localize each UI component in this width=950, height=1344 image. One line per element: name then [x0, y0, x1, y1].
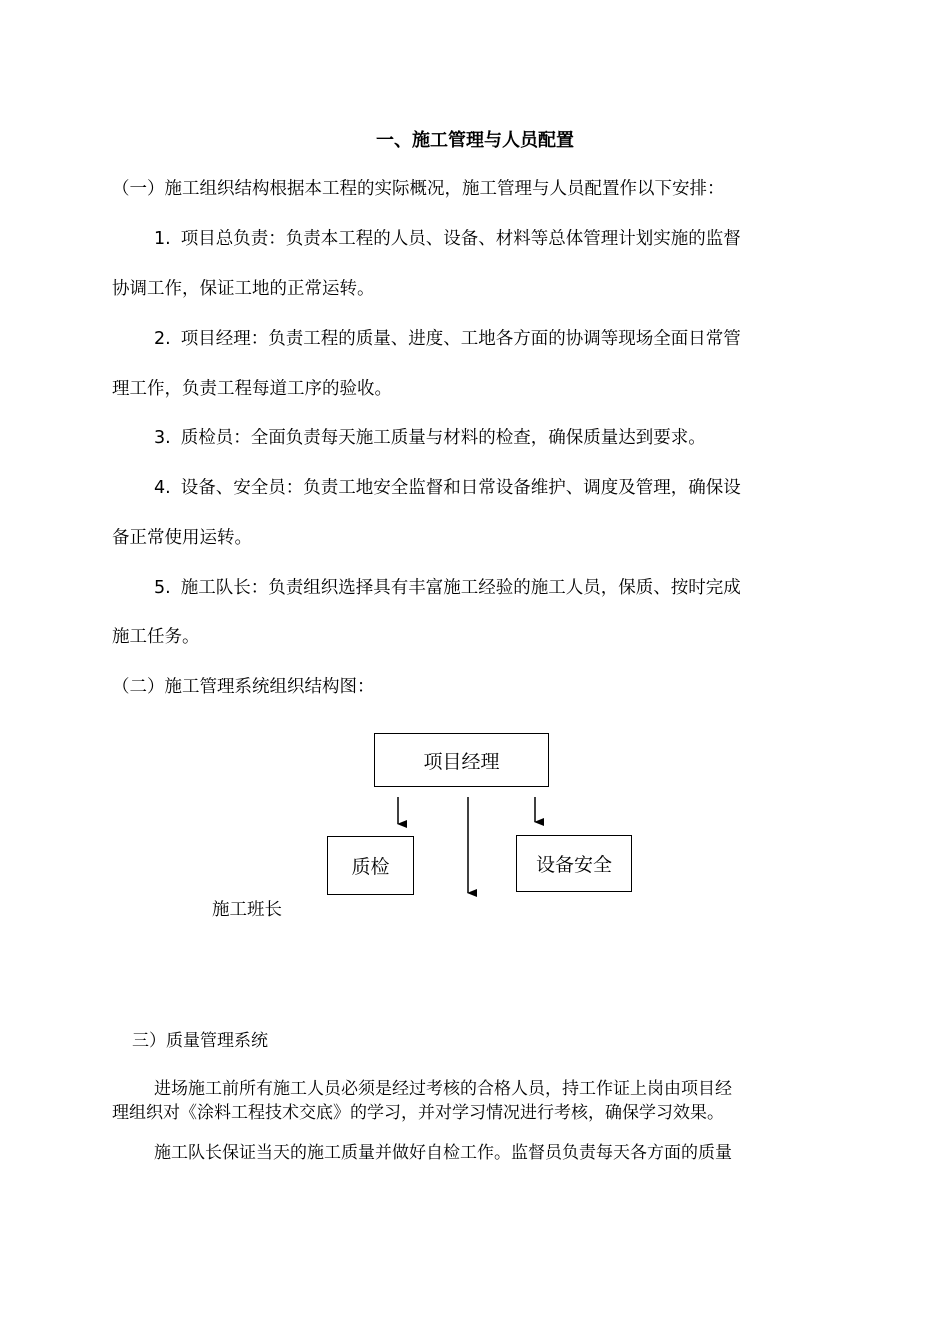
section1-heading: （一）施工组织结构根据本工程的实际概况，施工管理与人员配置作以下安排：	[112, 179, 725, 199]
paragraph-line: 进场施工前所有施工人员必须是经过考核的合格人员，持工作证上岗由项目经	[154, 1079, 732, 1099]
org-box-quality: 质检	[327, 836, 414, 895]
item-text: 质检员：全面负责每天施工质量与材料的检查，确保质量达到要求。	[180, 428, 706, 448]
item-text: 施工队长：负责组织选择具有丰富施工经验的施工人员，保质、按时完成	[180, 578, 741, 598]
item-number: 3.	[154, 428, 171, 448]
org-box-equipment-safety: 设备安全	[516, 835, 632, 892]
paragraph-line: 施工队长保证当天的施工质量并做好自检工作。监督员负责每天各方面的质量	[154, 1143, 732, 1163]
org-label-team-leader: 施工班长	[212, 900, 282, 920]
item-number: 1.	[154, 229, 171, 249]
item-number: 2.	[154, 329, 171, 349]
paragraph-line: 理组织对《涂料工程技术交底》的学习，并对学习情况进行考核，确保学习效果。	[112, 1103, 724, 1123]
page-title: 一、施工管理与人员配置	[376, 130, 574, 151]
item-text-continued: 协调工作，保证工地的正常运转。	[112, 279, 375, 299]
section2-heading: （二）施工管理系统组织结构图：	[112, 677, 375, 697]
item-text: 项目经理：负责工程的质量、进度、工地各方面的协调等现场全面日常管	[180, 329, 741, 349]
item-text-continued: 备正常使用运转。	[112, 528, 252, 548]
org-box-project-manager: 项目经理	[374, 733, 549, 787]
item-number: 4.	[154, 478, 171, 498]
item-text: 项目总负责：负责本工程的人员、设备、材料等总体管理计划实施的监督	[180, 229, 741, 249]
item-text-continued: 理工作，负责工程每道工序的验收。	[112, 379, 392, 399]
item-text-continued: 施工任务。	[112, 627, 200, 647]
section3-heading: 三）质量管理系统	[132, 1031, 268, 1051]
item-number: 5.	[154, 578, 171, 598]
item-text: 设备、安全员：负责工地安全监督和日常设备维护、调度及管理，确保设	[180, 478, 741, 498]
